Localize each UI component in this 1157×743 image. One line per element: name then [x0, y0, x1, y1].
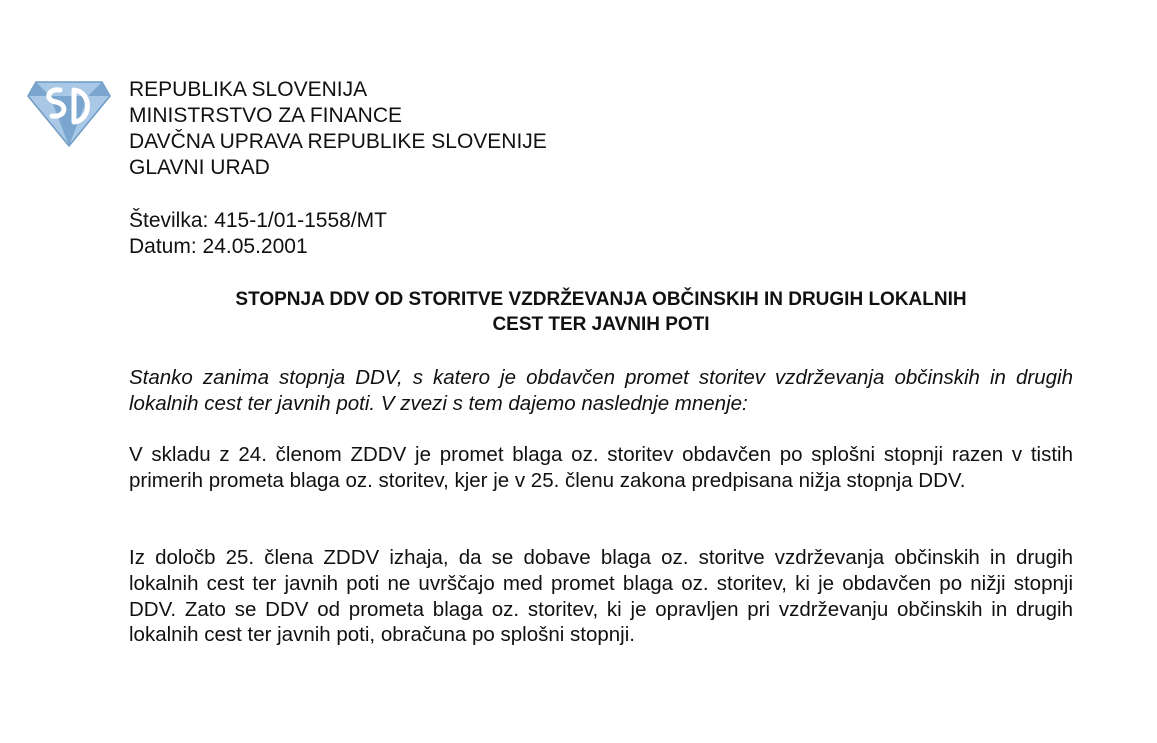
- body-paragraph-1: V skladu z 24. členom ZDDV je promet blaga oz. storitev obdavčen po splošni stopnji razen v tistih primerih prometa blaga oz. storitev, kjer je v 25. členu zakona predpisana nižja stopnja DDV.: [129, 443, 1073, 492]
- document-meta: [129, 208, 387, 260]
- durs-diamond-logo: [26, 76, 112, 148]
- header-line-ministry: MINISTRSTVO ZA FINANCE: [129, 104, 403, 127]
- body-paragraph-2: Iz določb 25. člena ZDDV izhaja, da se dobave blaga oz. storitve vzdrževanja občinskih in drugih lokalnih cest ter javnih poti ne uvrščajo med promet blaga oz. storitev, ki je obdavčen po nižji stopnji DDV. Zato se DDV od prometa blaga oz. storitev, ki je opravljen pri vzdrževanju občinskih in drugih lokalnih cest ter javnih poti, obračuna po splošni stopnji.: [129, 546, 1073, 647]
- document-title: [129, 287, 1073, 337]
- title-line-2: CEST TER JAVNIH POTI: [492, 314, 710, 335]
- title-line-1: STOPNJA DDV OD STORITVE VZDRŽEVANJA OBČINSKIH IN DRUGIH LOKALNIH: [235, 289, 967, 310]
- header-line-republic: REPUBLIKA SLOVENIJA: [129, 78, 368, 101]
- header-line-main-office: GLAVNI URAD: [129, 156, 270, 179]
- intro-paragraph: Stanko zanima stopnja DDV, s katero je obdavčen promet storitev vzdrževanja občinskih in drugih lokalnih cest ter javnih poti. V zvezi s tem dajemo naslednje mnenje:: [129, 366, 1073, 415]
- header-line-tax-administration: DAVČNA UPRAVA REPUBLIKE SLOVENIJE: [129, 130, 547, 153]
- document-number: Številka: 415-1/01-1558/MT: [129, 209, 387, 232]
- issuer-header: [129, 77, 547, 181]
- document-date: Datum: 24.05.2001: [129, 235, 308, 258]
